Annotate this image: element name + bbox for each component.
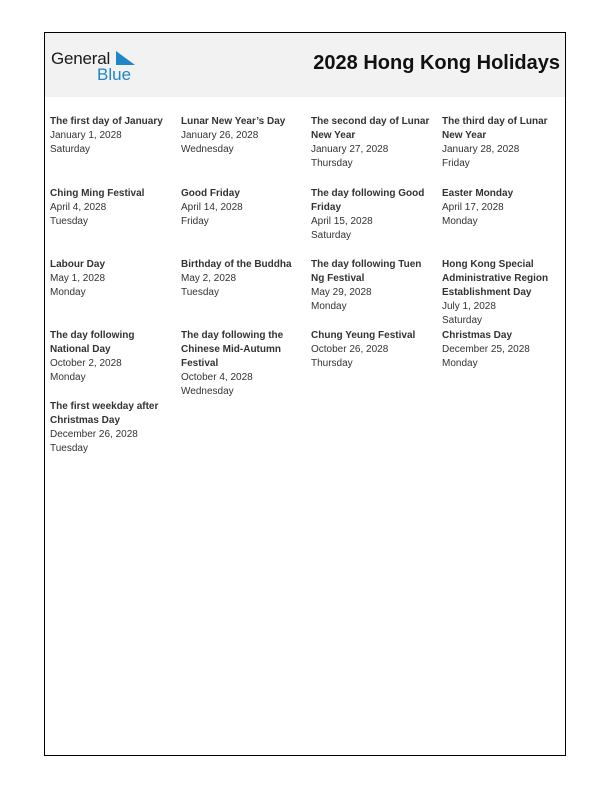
holiday-date: April 14, 2028: [181, 202, 243, 213]
holiday-weekday: Tuesday: [50, 443, 88, 454]
holiday-name: Good Friday: [181, 188, 240, 199]
holiday-weekday: Wednesday: [181, 386, 234, 397]
holiday-item: [311, 187, 437, 243]
holiday-item: [311, 115, 437, 171]
holiday-name: The day following Good Friday: [311, 188, 425, 213]
holiday-name: Chung Yeung Festival: [311, 330, 416, 341]
holiday-name: Ching Ming Festival: [50, 188, 145, 199]
holiday-date: July 1, 2028: [442, 301, 496, 312]
holiday-date: December 26, 2028: [50, 429, 138, 440]
logo-text-general: General: [51, 49, 111, 68]
holiday-item: [181, 329, 307, 399]
holiday-item: [181, 258, 307, 300]
holiday-date: April 17, 2028: [442, 202, 504, 213]
holiday-name: Easter Monday: [442, 188, 514, 199]
holiday-weekday: Saturday: [442, 315, 483, 326]
holiday-weekday: Tuesday: [50, 216, 88, 227]
holiday-weekday: Friday: [442, 158, 470, 169]
holiday-name: The second day of Lunar New Year: [311, 116, 430, 141]
logo-triangle-icon: [116, 51, 135, 65]
header-bar: [45, 33, 565, 97]
logo-text-blue: Blue: [97, 65, 132, 84]
holiday-date: May 1, 2028: [50, 273, 106, 284]
holiday-date: April 4, 2028: [50, 202, 107, 213]
holiday-item: [442, 187, 568, 229]
holiday-name: Birthday of the Buddha: [181, 259, 292, 270]
holiday-item: [181, 115, 307, 157]
holiday-date: May 2, 2028: [181, 273, 237, 284]
holiday-weekday: Monday: [50, 287, 86, 298]
holiday-name: The day following the Chinese Mid-Autumn Festival: [181, 330, 284, 369]
holiday-date: April 15, 2028: [311, 216, 373, 227]
holiday-item: [50, 187, 176, 229]
holiday-weekday: Monday: [50, 372, 86, 383]
holiday-date: October 26, 2028: [311, 344, 389, 355]
holiday-date: January 1, 2028: [50, 130, 122, 141]
holiday-date: January 28, 2028: [442, 144, 520, 155]
holiday-name: The first weekday after Christmas Day: [50, 401, 159, 426]
holiday-name: Christmas Day: [442, 330, 513, 341]
holiday-name: The first day of January: [50, 116, 163, 127]
holiday-item: [311, 258, 437, 314]
holiday-weekday: Thursday: [311, 358, 353, 369]
holiday-date: October 2, 2028: [50, 358, 122, 369]
holiday-weekday: Saturday: [311, 230, 352, 241]
holiday-weekday: Monday: [311, 301, 347, 312]
holiday-name: Hong Kong Special Administrative Region Establishment Day: [442, 259, 549, 298]
holiday-item: [442, 329, 568, 371]
holiday-weekday: Tuesday: [181, 287, 219, 298]
holiday-weekday: Wednesday: [181, 144, 234, 155]
holiday-name: The day following National Day: [50, 330, 135, 355]
holiday-date: October 4, 2028: [181, 372, 253, 383]
holiday-weekday: Monday: [442, 216, 478, 227]
holiday-name: Labour Day: [50, 259, 106, 270]
holiday-item: [50, 258, 176, 300]
calendar-page: [44, 32, 566, 756]
holiday-item: [50, 329, 176, 385]
holiday-item: [442, 115, 568, 171]
holiday-date: January 27, 2028: [311, 144, 389, 155]
holiday-name: The third day of Lunar New Year: [442, 116, 548, 141]
generalblue-logo: [51, 47, 151, 87]
holiday-date: January 26, 2028: [181, 130, 259, 141]
holiday-item: [50, 115, 176, 157]
holiday-weekday: Friday: [181, 216, 209, 227]
holiday-item: [50, 400, 176, 456]
holiday-date: May 29, 2028: [311, 287, 372, 298]
holiday-date: December 25, 2028: [442, 344, 530, 355]
holiday-item: [181, 187, 307, 229]
holiday-item: [311, 329, 437, 371]
holiday-name: The day following Tuen Ng Festival: [311, 259, 422, 284]
holiday-weekday: Monday: [442, 358, 478, 369]
holiday-name: Lunar New Year’s Day: [181, 116, 286, 127]
holiday-weekday: Saturday: [50, 144, 91, 155]
holiday-item: [442, 258, 568, 328]
page-title: 2028 Hong Kong Holidays: [313, 52, 560, 74]
holiday-weekday: Thursday: [311, 158, 353, 169]
